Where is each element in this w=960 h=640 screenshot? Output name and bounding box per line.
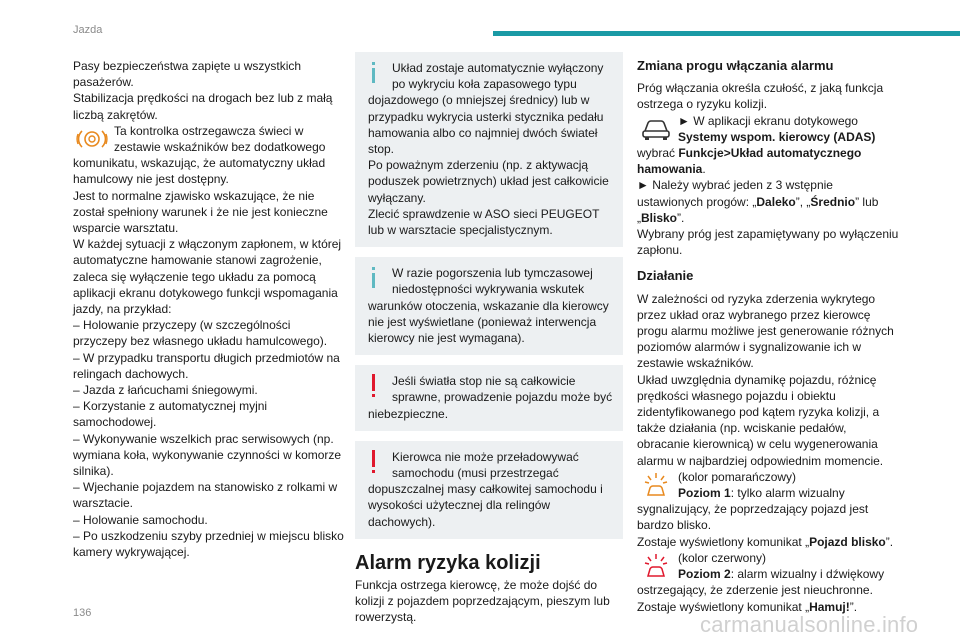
warning-light-paragraph [73, 123, 345, 188]
info-note [355, 52, 623, 247]
column-middle [355, 52, 623, 626]
subsection-heading: Zmiana progu włączania alarmu [637, 58, 834, 73]
step-text: wybrać [637, 146, 679, 161]
section-title: Jazda [73, 24, 103, 36]
step-paragraph [637, 177, 899, 226]
note-text: Kierowca nie może przeładowywać samochodu (musi przestrzegać dopuszczalnej masy całkowitej samochodu i wysokości użytecznej dla relingów dachowych). [368, 449, 603, 529]
paragraph: Jest to normalne zjawisko wskazujące, że nie został spełniony warunek i że nie jest konieczne wsparcie warsztatu. [73, 188, 328, 236]
header-accent-bar [493, 31, 960, 36]
menu-name: Systemy wspom. kierowcy (ADAS) [678, 129, 876, 144]
list-item: – Holowanie przyczepy (w szczególności przyczepy bez własnego układu hamulcowego). [73, 318, 328, 349]
message-text: Zostaje wyświetlony komunikat „ [637, 534, 810, 549]
menu-path: Funkcje>Układ automatycznego hamowania [637, 146, 862, 177]
option-far: Daleko [756, 194, 796, 209]
note-text: Zlecić sprawdzenie w ASO sieci PEUGEOT lub w warsztacie specjalistycznym. [368, 206, 600, 238]
level-label: Poziom 1 [678, 486, 731, 501]
level-color: (kolor pomarańczowy) [678, 469, 797, 484]
paragraph: Układ uwzględnia dynamikę pojazdu, różnicę prędkości własnego pojazdu i obiektu zidentyfikowanego pod kątem ryzyka kolizji, a także działania (np. wciskanie pedałów, obracanie kierownicą) w celu wygenerowania alarmu w najbardziej odpowiednim momencie. [637, 372, 884, 468]
level-label: Poziom 2 [678, 567, 731, 582]
paragraph: W zależności od ryzyka zderzenia wykrytego przez układ oraz wybranego przez kierowcę progu alarmu możliwe jest generowanie różnych poziomów alarmów i sygnalizowanie ich w zestawie wskaźników. [637, 291, 894, 371]
message-line [637, 534, 899, 550]
note-text: Po poważnym zderzeniu (np. z aktywacją poduszek powietrznych) układ jest całkowicie wyłączany. [368, 158, 609, 205]
brake-warning-icon [73, 124, 111, 154]
paragraph: Wybrany próg jest zapamiętywany po wyłączeniu zapłonu. [637, 227, 899, 258]
message-text: ”. [849, 599, 858, 614]
level-color: (kolor czerwony) [678, 550, 767, 565]
alert-level-2 [637, 550, 899, 599]
paragraph: Ta kontrolka ostrzegawcza świeci w zestawie wskaźników bez dodatkowego komunikatu, wskazując, że automatyczny układ hamulcowy nie jest dostępny. [73, 123, 326, 187]
car-icon [637, 114, 675, 144]
paragraph: Stabilizacja prędkości na drogach bez lub z małą liczbą zakrętów. [73, 91, 333, 122]
level-text: : tylko alarm wizualny sygnalizujący, że poprzedzający pojazd jest bardzo blisko. [637, 486, 869, 533]
warning-icon [368, 449, 386, 473]
info-icon [368, 60, 386, 84]
note-text: Jeśli światła stop nie są całkowicie sprawne, prowadzenie pojazdu może być niebezpieczne. [368, 374, 613, 421]
info-icon [368, 265, 386, 289]
collision-alert-red-icon [637, 551, 675, 581]
watermark: carmanualsonline.info [700, 612, 919, 637]
list-item: – Wjechanie pojazdem na stanowisko z rolkami w warsztacie. [73, 480, 338, 511]
message-value: Hamuj! [809, 599, 850, 614]
note-text: W razie pogorszenia lub tymczasowej niedostępności wykrywania wskutek warunków otoczenia, wskazanie dla kierowcy nie jest wyświetlane (ponieważ interwencja kierowcy nie jest wymagana). [368, 266, 609, 346]
step-paragraph [637, 113, 899, 178]
section-heading: Alarm ryzyka kolizji [355, 551, 541, 574]
option-medium: Średnio [810, 194, 856, 209]
column-right [637, 58, 899, 615]
step-text: ”. [677, 210, 685, 225]
level-text: : alarm wizualny i dźwiękowy ostrzegający, że zderzenie jest nieuchronne. [637, 567, 885, 598]
paragraph: W każdej sytuacji z włączonym zapłonem, w której automatyczne hamowanie stanowi zagrożenie, zaleca się wyłączenie tego układu za pomocą aplikacji ekranu dotykowego funkcji wspomagania jazdy, na przykład: [73, 237, 342, 317]
list-item: – Wykonywanie wszelkich prac serwisowych (np. wymiana koła, wykonywanie czynności w komorze silnika). [73, 431, 342, 479]
message-text: Zostaje wyświetlony komunikat „ [637, 599, 810, 614]
paragraph: Próg włączania określa czułość, z jaką funkcja ostrzega o ryzyku kolizji. [637, 81, 884, 112]
separator: ” lub „ [637, 194, 879, 225]
message-value: Pojazd blisko [809, 534, 886, 549]
info-note [355, 257, 623, 355]
note-text: Układ zostaje automatycznie wyłączony po wykryciu koła zapasowego typu dojazdowego (o mniejszej średnicy) lub w przypadku wykrycia usterki stycznika pedału hamowania albo co najmniej dwóch świateł stop. [368, 61, 604, 157]
page-number: 136 [73, 607, 92, 619]
warning-note [355, 441, 623, 539]
warning-note [355, 365, 623, 431]
list-item: – Jazda z łańcuchami śniegowymi. [73, 383, 258, 398]
paragraph: Funkcja ostrzega kierowcę, że może dojść do kolizji z pojazdem poprzedzającym, pieszym lub rowerzystą. [355, 578, 610, 625]
list-item: – W przypadku transportu długich przedmiotów na relingach dachowych. [73, 350, 340, 381]
option-near: Blisko [641, 210, 678, 225]
step-text: ► W aplikacji ekranu dotykowego [678, 113, 858, 128]
paragraph: Pasy bezpieczeństwa zapięte u wszystkich pasażerów. [73, 59, 302, 90]
message-text: ”. [885, 534, 894, 549]
step-text: ► Należy wybrać jeden z 3 wstępnie ustawionych progów: „ [637, 178, 833, 209]
warning-icon [368, 373, 386, 397]
list-item: – Holowanie samochodu. [73, 512, 208, 527]
list-item: – Korzystanie z automatycznej myjni samochodowej. [73, 399, 268, 430]
column-left [73, 58, 345, 560]
subsection-heading: Działanie [637, 268, 694, 284]
collision-alert-orange-icon [637, 470, 675, 500]
separator: ”, „ [795, 194, 811, 209]
step-text: . [702, 162, 706, 177]
alert-level-1 [637, 469, 899, 534]
list-item: – Po uszkodzeniu szyby przedniej w miejscu blisko kamery wykrywającej. [73, 528, 344, 560]
